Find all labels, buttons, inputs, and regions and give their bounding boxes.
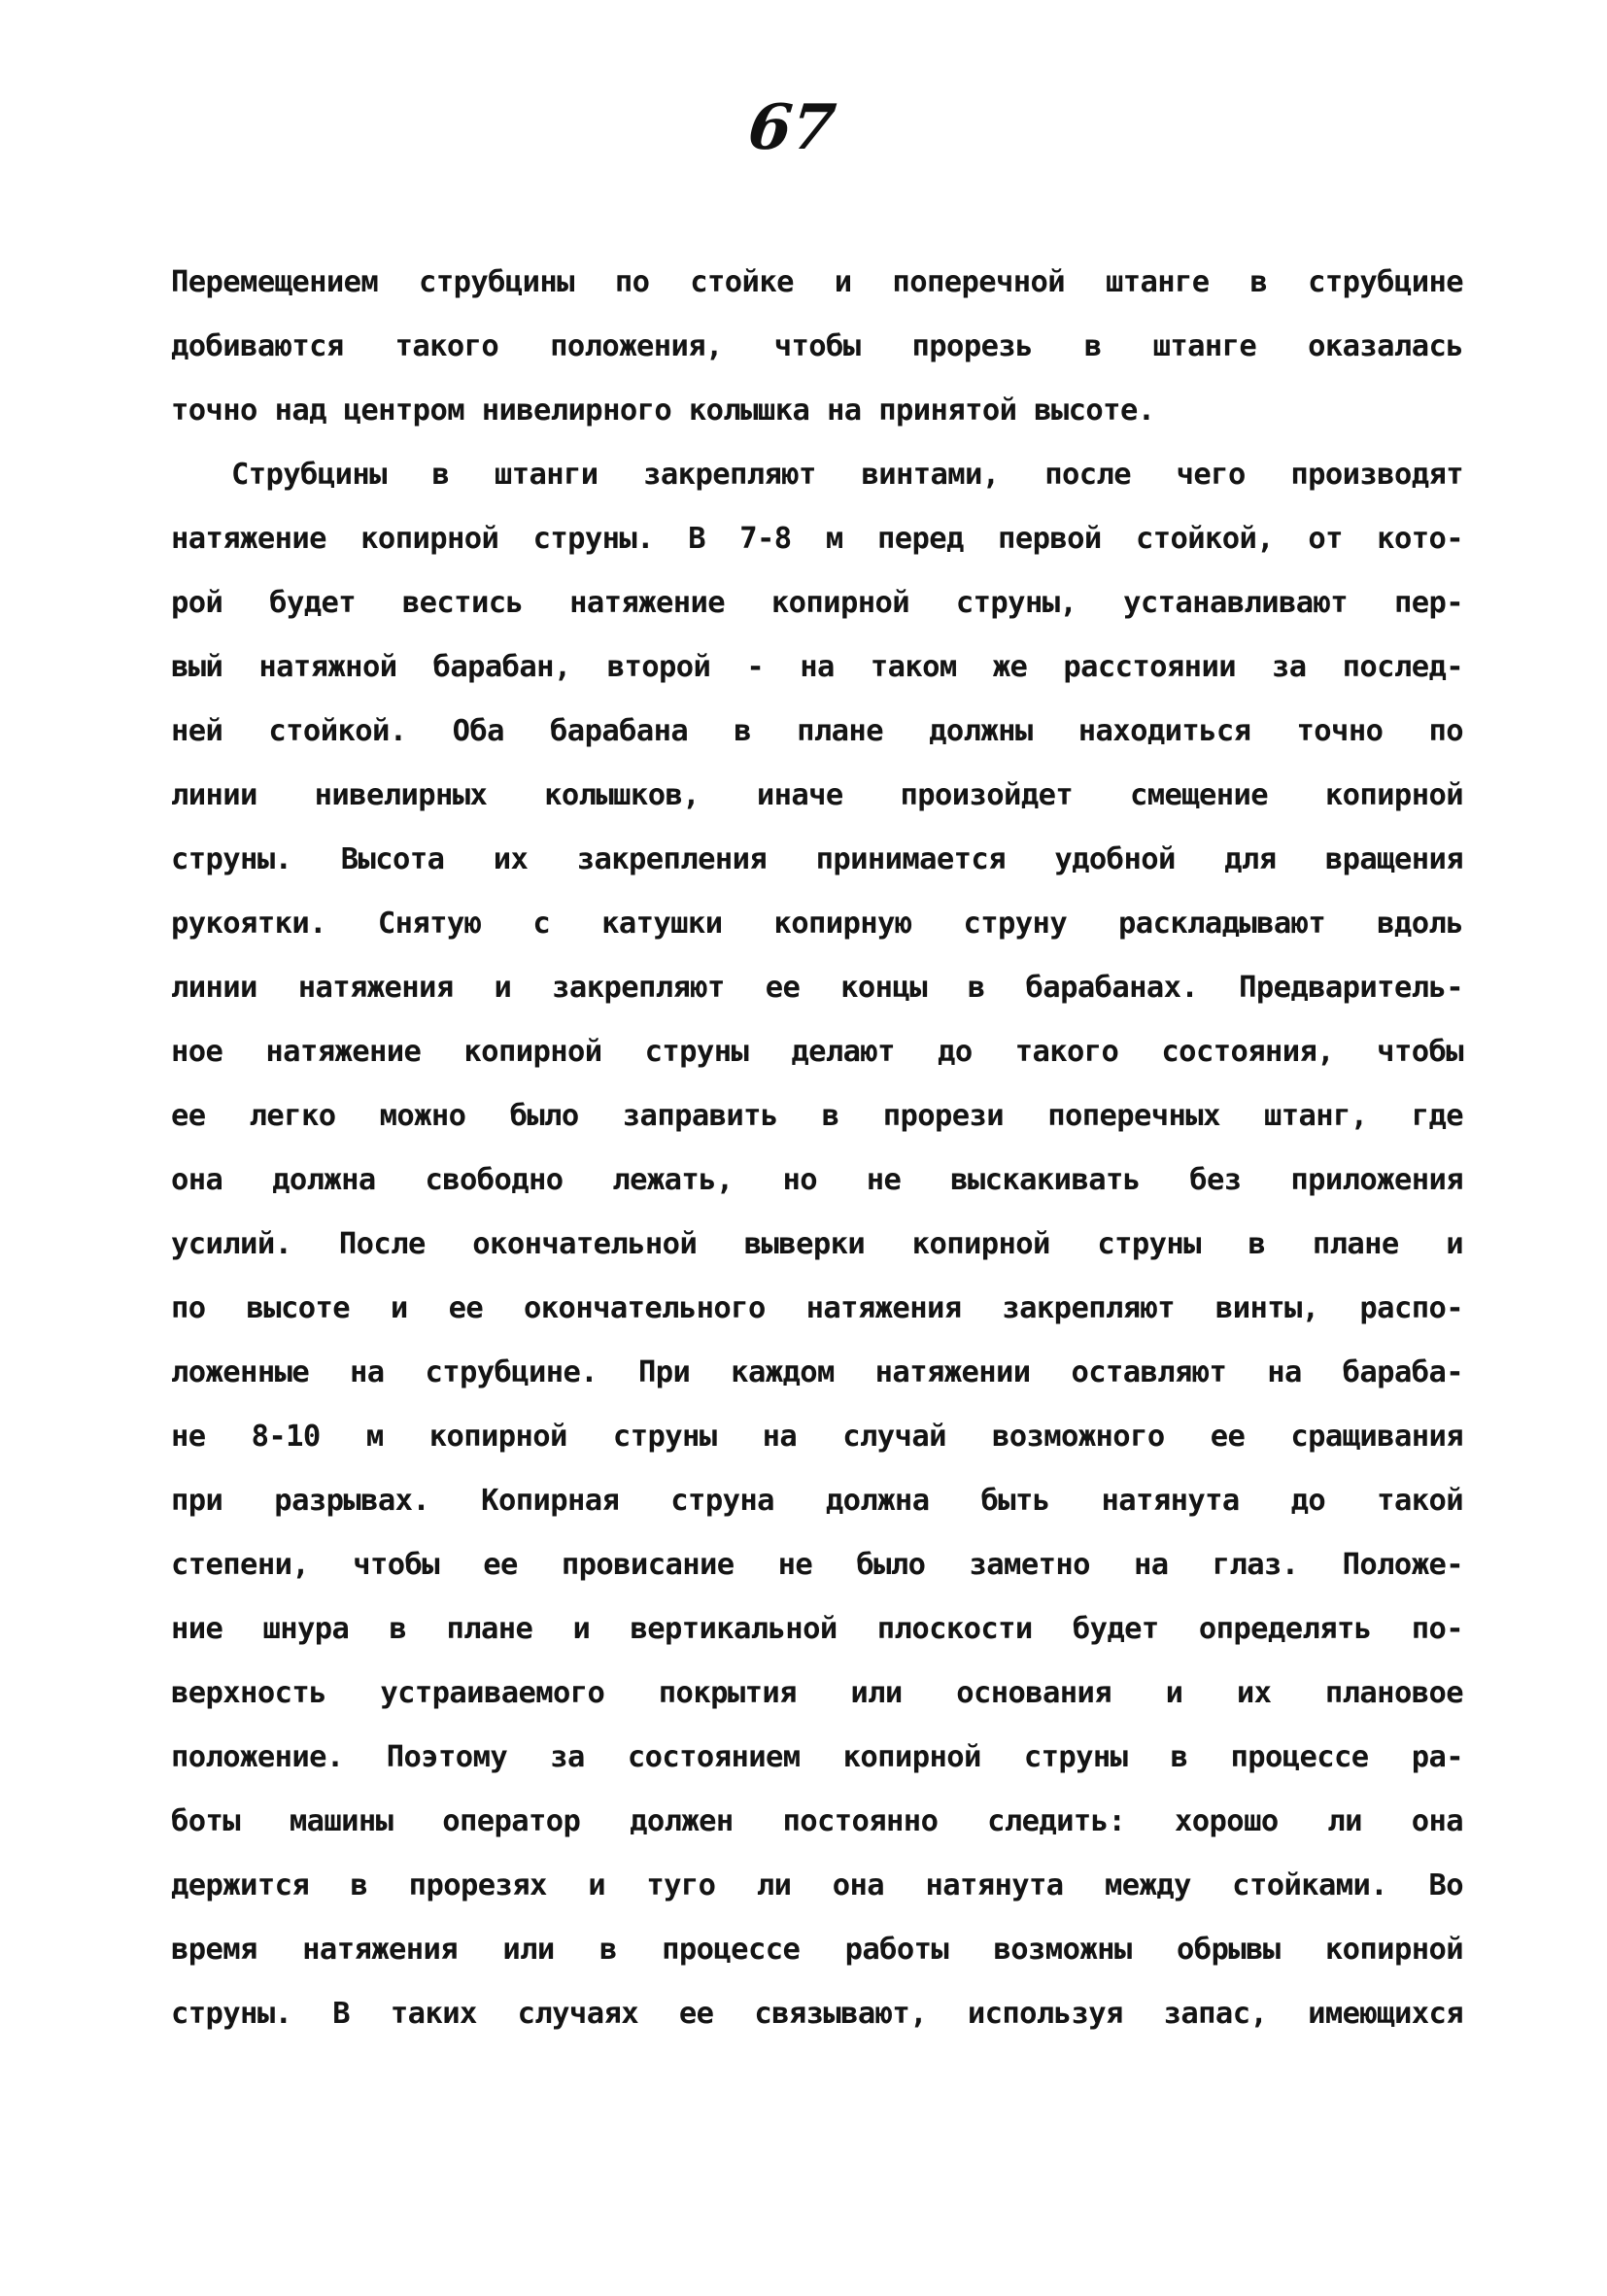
text-line: усилий. После окончательной выверки копирной струны в плане и bbox=[171, 1227, 1463, 1261]
text-line: ние шнура в плане и вертикальной плоскости будет определять по- bbox=[171, 1612, 1463, 1646]
text-line: ней стойкой. Оба барабана в плане должны находиться точно по bbox=[171, 714, 1463, 748]
text-line: натяжение копирной струны. В 7-8 м перед первой стойкой, от кото- bbox=[171, 522, 1463, 556]
text-line: Перемещением струбцины по стойке и поперечной штанге в струбцине bbox=[171, 265, 1463, 299]
text-line: она должна свободно лежать, но не выскакивать без приложения bbox=[171, 1163, 1463, 1197]
text-line: Струбцины в штанги закрепляют винтами, после чего производят bbox=[231, 458, 1463, 492]
text-line: точно над центром нивелирного колышка на принятой высоте. bbox=[171, 394, 1155, 428]
text-line: степени, чтобы ее провисание не было заметно на глаз. Положе- bbox=[171, 1548, 1463, 1582]
page-number: 67 bbox=[744, 91, 839, 164]
text-line: струны. В таких случаях ее связывают, используя запас, имеющихся bbox=[171, 1997, 1463, 2031]
text-line: рукоятки. Снятую с катушки копирную струну раскладывают вдоль bbox=[171, 907, 1463, 941]
body-text bbox=[171, 251, 1463, 2046]
text-line: боты машины оператор должен постоянно следить: хорошо ли она bbox=[171, 1804, 1463, 1838]
text-line: рой будет вестись натяжение копирной струны, устанавливают пер- bbox=[171, 586, 1463, 620]
text-line: не 8-10 м копирной струны на случай возможного ее сращивания bbox=[171, 1420, 1463, 1454]
text-line: линии нивелирных колышков, иначе произойдет смещение копирной bbox=[171, 778, 1463, 812]
text-line: верхность устраиваемого покрытия или основания и их плановое bbox=[171, 1676, 1463, 1710]
text-line: вый натяжной барабан, второй - на таком же расстоянии за послед- bbox=[171, 650, 1463, 684]
text-line: при разрывах. Копирная струна должна быть натянута до такой bbox=[171, 1484, 1463, 1518]
text-line: линии натяжения и закрепляют ее концы в барабанах. Предваритель- bbox=[171, 971, 1463, 1005]
text-line: ложенные на струбцине. При каждом натяжении оставляют на бараба- bbox=[171, 1355, 1463, 1389]
text-line: добиваются такого положения, чтобы прорезь в штанге оказалась bbox=[171, 329, 1463, 363]
text-line: положение. Поэтому за состоянием копирной струны в процессе ра- bbox=[171, 1740, 1463, 1774]
text-line: ее легко можно было заправить в прорези поперечных штанг, где bbox=[171, 1099, 1463, 1133]
text-line: струны. Высота их закрепления принимается удобной для вращения bbox=[171, 842, 1463, 876]
text-line: по высоте и ее окончательного натяжения закрепляют винты, распо- bbox=[171, 1291, 1463, 1325]
text-line: ное натяжение копирной струны делают до такого состояния, чтобы bbox=[171, 1035, 1463, 1069]
text-line: время натяжения или в процессе работы возможны обрывы копирной bbox=[171, 1933, 1463, 1967]
text-line: держится в прорезях и туго ли она натянута между стойками. Во bbox=[171, 1868, 1463, 1902]
